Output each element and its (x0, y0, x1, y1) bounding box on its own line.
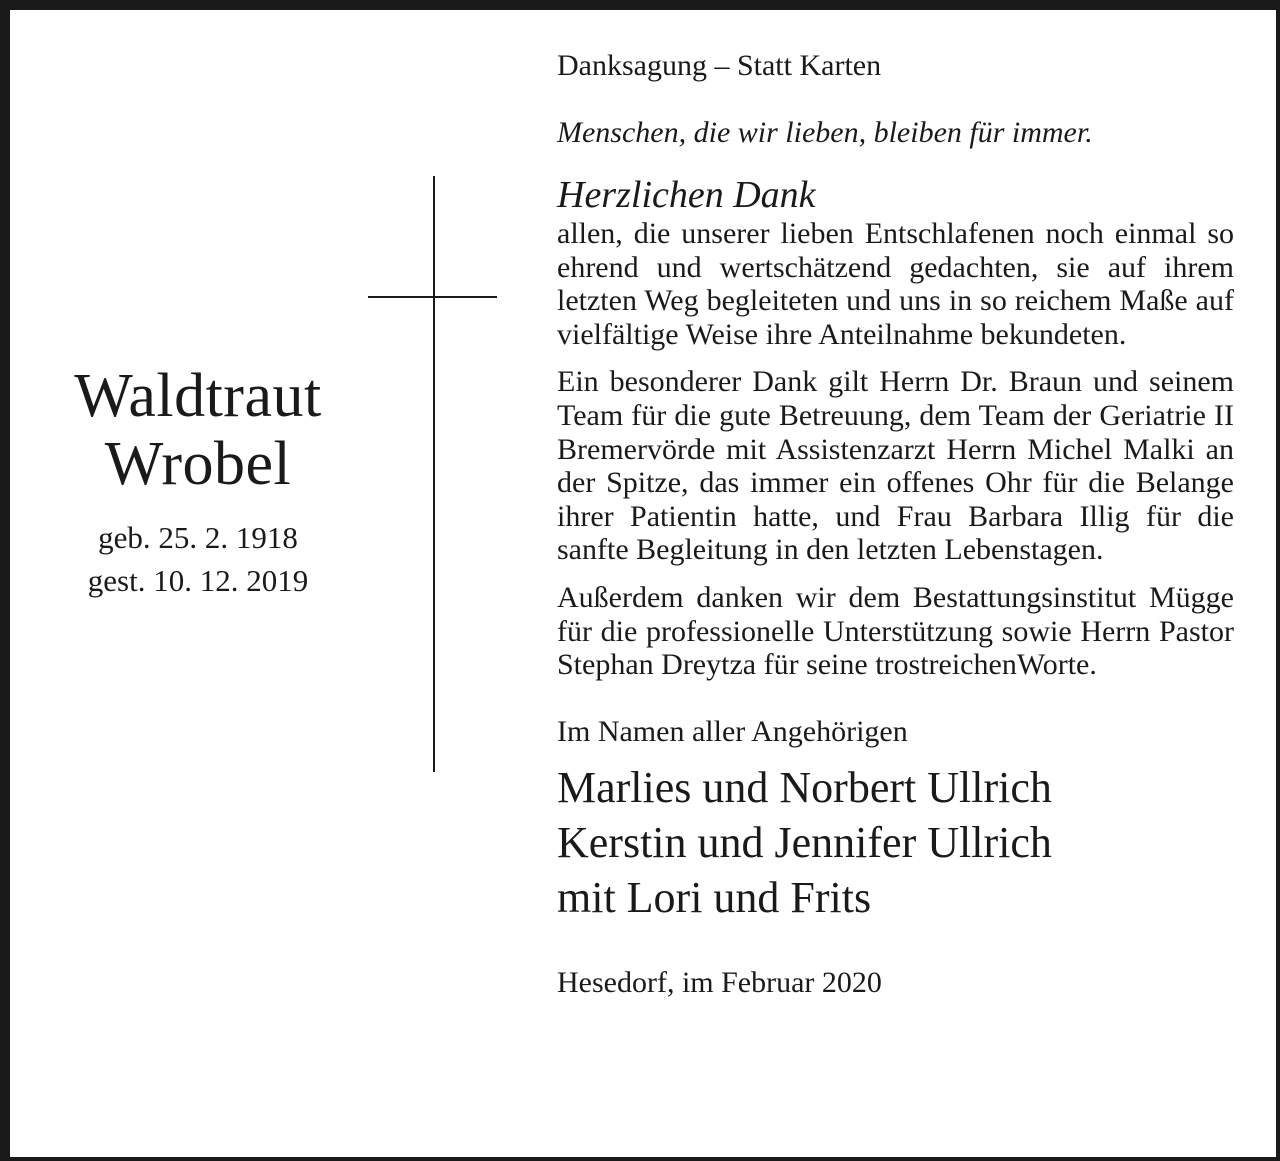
thanks-column (557, 46, 1234, 1003)
signature-names (557, 760, 1234, 925)
life-dates (28, 516, 368, 602)
signature-line-1: Marlies und Norbert Ullrich (557, 762, 1052, 812)
birth-date: geb. 25. 2. 1918 (98, 520, 298, 555)
signature-line-3: mit Lori und Frits (557, 872, 872, 922)
signature-line-2: Kerstin und Jennifer Ullrich (557, 817, 1052, 867)
cross-horizontal-bar (368, 296, 497, 298)
thanks-paragraph-2: Ein besonderer Dank gilt Herrn Dr. Braun und seinem Team für die gute Betreuung, dem Team der Geriatrie II Bremervörde mit Assistenzarzt Herrn Michel Malki an der Spitze, das immer ein offenes Ohr für die Belange ihrer Patientin hatte, und Frau Barbara Illig für die sanfte Begleitung in den letzten Lebenstagen. (557, 365, 1234, 567)
deceased-last-name: Wrobel (104, 430, 292, 498)
cross-vertical-bar (433, 176, 435, 772)
deceased-first-name: Waldtraut (74, 362, 322, 430)
deceased-block (28, 362, 368, 602)
place-and-date: Hesedorf, im Februar 2020 (557, 965, 882, 999)
thanks-paragraph-1: allen, die unserer lieben Entschlafenen noch einmal so ehrend und wertschätzend gedachten, sie auf ihrem letzten Weg begleiteten und uns in so reichem Maße auf vielfältige Weise ihre Anteilnahme bekundeten. (557, 217, 1234, 351)
thanks-title: Herzlichen Dank (557, 174, 816, 216)
notice-heading: Danksagung – Statt Karten (557, 49, 882, 82)
thanks-paragraph-3: Außerdem danken wir dem Bestattungsinstitut Mügge für die professionelle Unterstützung sowie Herrn Pastor Stephan Dreytza für seine trostreichenWorte. (557, 580, 1234, 682)
death-date: gest. 10. 12. 2019 (87, 563, 309, 598)
signature-intro: Im Namen aller Angehörigen (557, 714, 908, 748)
motto: Menschen, die wir lieben, bleiben für immer. (557, 116, 1093, 149)
